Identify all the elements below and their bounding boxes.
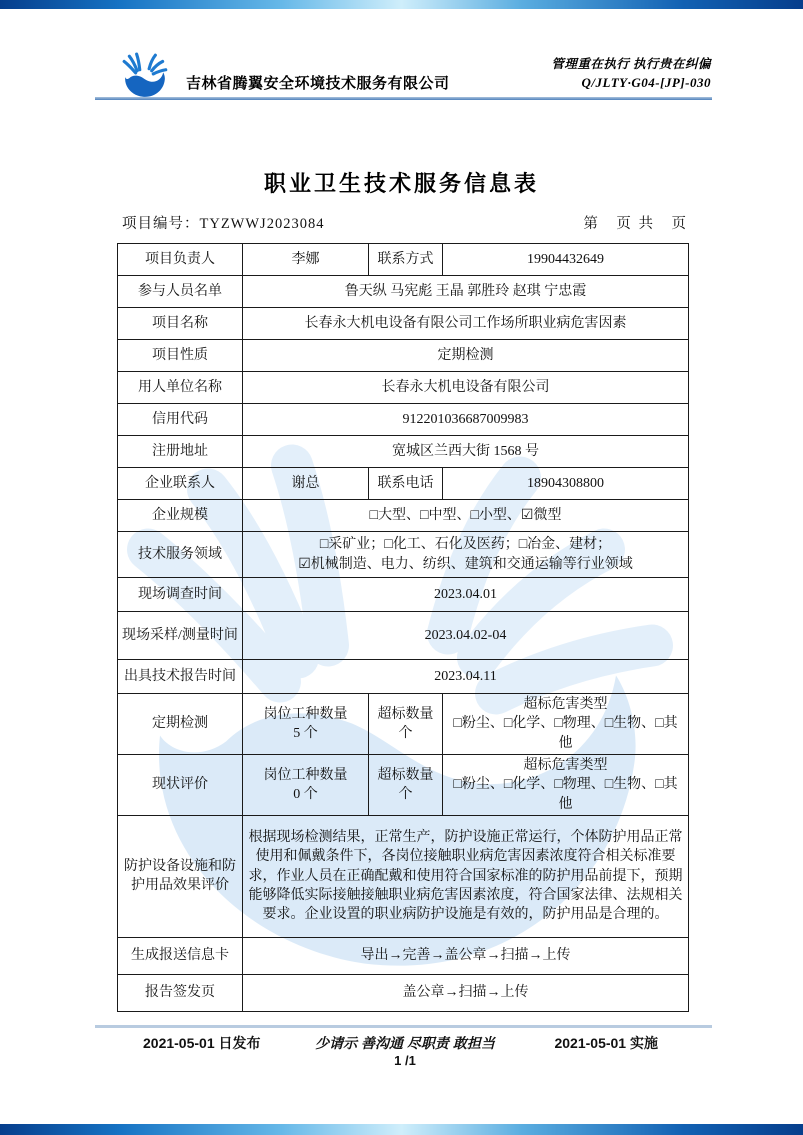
report-date-label: 出具技术报告时间	[118, 660, 243, 694]
credit-code-value: 912201036687009983	[243, 404, 689, 436]
row-project-nature	[118, 340, 689, 372]
status-exceed-count-value: 个	[398, 786, 413, 802]
row-service-field	[118, 532, 689, 578]
service-field-checkboxes	[243, 532, 689, 578]
company-scale-label: 企业规模	[118, 500, 243, 532]
contact-method-value: 19904432649	[443, 244, 689, 276]
status-post-count-label: 岗位工种数量	[263, 767, 348, 783]
registered-address-value: 宽城区兰西大街 1568 号	[243, 436, 689, 468]
periodic-post-count-value: 5 个	[293, 725, 318, 741]
row-participants	[118, 276, 689, 308]
row-company-contact	[118, 468, 689, 500]
page-title: 职业卫生技术服务信息表	[263, 171, 539, 196]
row-sign-page	[118, 974, 689, 1011]
status-post-count	[243, 754, 369, 815]
page-indicator: 第 页 共 页	[583, 216, 688, 232]
row-registered-address	[118, 436, 689, 468]
project-nature-label: 项目性质	[118, 340, 243, 372]
participants-label: 参与人员名单	[118, 276, 243, 308]
project-name-label: 项目名称	[118, 308, 243, 340]
service-field-line1: □采矿业；□化工、石化及医药；□冶金、建材；	[319, 537, 612, 553]
survey-date-value: 2023.04.01	[243, 578, 689, 612]
company-contact-label: 企业联系人	[118, 468, 243, 500]
footer-implemented-date: 2021-05-01 实施	[554, 1035, 658, 1051]
project-name-value: 长春永大机电设备有限公司工作场所职业病危害因素	[243, 308, 689, 340]
status-evaluation-label: 现状评价	[118, 754, 243, 815]
row-survey-date	[118, 578, 689, 612]
status-exceed-count-label: 超标数量	[377, 767, 434, 783]
project-leader-name: 李娜	[243, 244, 369, 276]
footer-rule	[95, 1025, 712, 1028]
periodic-exceed-count	[369, 694, 443, 755]
row-periodic-detection	[118, 694, 689, 755]
survey-date-label: 现场调查时间	[118, 578, 243, 612]
periodic-hazard-types	[443, 694, 689, 755]
status-hazard-types-checkboxes: □粉尘、□化学、□物理、□生物、□其他	[453, 777, 678, 812]
row-report-date	[118, 660, 689, 694]
periodic-post-count	[243, 694, 369, 755]
protection-evaluation-text: 根据现场检测结果，正常生产，防护设施正常运行，个体防护用品正常使用和佩戴条件下，各岗位接触职业病危害因素浓度符合相关标准要求，作业人员在正确配戴和使用符合国家标准的防护用品前提下，预期能够降低实际接触接触职业病危害因素浓度，符合国家法律、法规相关要求。企业设置的职业病防护设施是有效的，防护用品是合理的。	[243, 815, 689, 937]
periodic-exceed-count-label: 超标数量	[377, 706, 434, 722]
company-name: 吉林省腾翼安全环境技术服务有限公司	[186, 76, 450, 92]
employer-name-value: 长春永大机电设备有限公司	[243, 372, 689, 404]
contact-method-label: 联系方式	[369, 244, 443, 276]
company-logo-icon	[116, 50, 176, 102]
top-decorative-bar	[0, 0, 803, 9]
row-project-name	[118, 308, 689, 340]
periodic-exceed-count-value: 个	[398, 725, 413, 741]
sign-page-label: 报告签发页	[118, 974, 243, 1011]
project-number: 项目编号：TYZWWJ2023084	[122, 216, 325, 232]
status-exceed-count	[369, 754, 443, 815]
periodic-hazard-types-checkboxes: □粉尘、□化学、□物理、□生物、□其他	[453, 716, 678, 751]
periodic-post-count-label: 岗位工种数量	[263, 706, 348, 722]
service-field-label: 技术服务领域	[118, 532, 243, 578]
status-hazard-types	[443, 754, 689, 815]
status-hazard-types-title: 超标危害类型	[523, 757, 608, 773]
header-slogan-block	[551, 54, 711, 91]
bottom-decorative-bar	[0, 1124, 803, 1135]
management-slogan: 管理重在执行 执行贵在纠偏	[551, 57, 711, 71]
row-info-card	[118, 937, 689, 974]
periodic-detection-label: 定期检测	[118, 694, 243, 755]
footer-issued-date: 2021-05-01 日发布	[143, 1035, 261, 1051]
employer-name-label: 用人单位名称	[118, 372, 243, 404]
credit-code-label: 信用代码	[118, 404, 243, 436]
company-contact-name: 谢总	[243, 468, 369, 500]
participants-value: 鲁天纵 马宪彪 王晶 郭胜玲 赵琪 宁忠霞	[243, 276, 689, 308]
service-info-table	[117, 243, 689, 1012]
document-code: Q/JLTY·G04-[JP]-030	[581, 75, 711, 90]
status-post-count-value: 0 个	[293, 786, 318, 802]
report-date-value: 2023.04.11	[243, 660, 689, 694]
service-field-line2: ☑机械制造、电力、纺织、建筑和交通运输等行业领域	[298, 556, 633, 572]
contact-phone-label: 联系电话	[369, 468, 443, 500]
sign-page-flow: 盖公章→扫描→上传	[243, 974, 689, 1011]
info-card-flow: 导出→完善→盖公章→扫描→上传	[243, 937, 689, 974]
row-company-scale	[118, 500, 689, 532]
registered-address-label: 注册地址	[118, 436, 243, 468]
contact-phone-value: 18904308800	[443, 468, 689, 500]
info-card-label: 生成报送信息卡	[118, 937, 243, 974]
row-project-leader	[118, 244, 689, 276]
row-protection-evaluation	[118, 815, 689, 937]
row-credit-code	[118, 404, 689, 436]
sampling-date-label: 现场采样/测量时间	[118, 612, 243, 660]
row-sampling-date	[118, 612, 689, 660]
footer-motto: 少请示 善沟通 尽职责 敢担当	[315, 1035, 495, 1051]
periodic-hazard-types-title: 超标危害类型	[523, 697, 608, 712]
row-status-evaluation	[118, 754, 689, 815]
sampling-date-value: 2023.04.02-04	[243, 612, 689, 660]
footer-page-number: 1 /1	[394, 1053, 416, 1068]
project-leader-label: 项目负责人	[118, 244, 243, 276]
header-rule	[95, 97, 712, 100]
project-nature-value: 定期检测	[243, 340, 689, 372]
protection-evaluation-label: 防护设备设施和防护用品效果评价	[118, 815, 243, 937]
row-employer-name	[118, 372, 689, 404]
company-scale-checkboxes: □大型、□中型、□小型、☑微型	[243, 500, 689, 532]
